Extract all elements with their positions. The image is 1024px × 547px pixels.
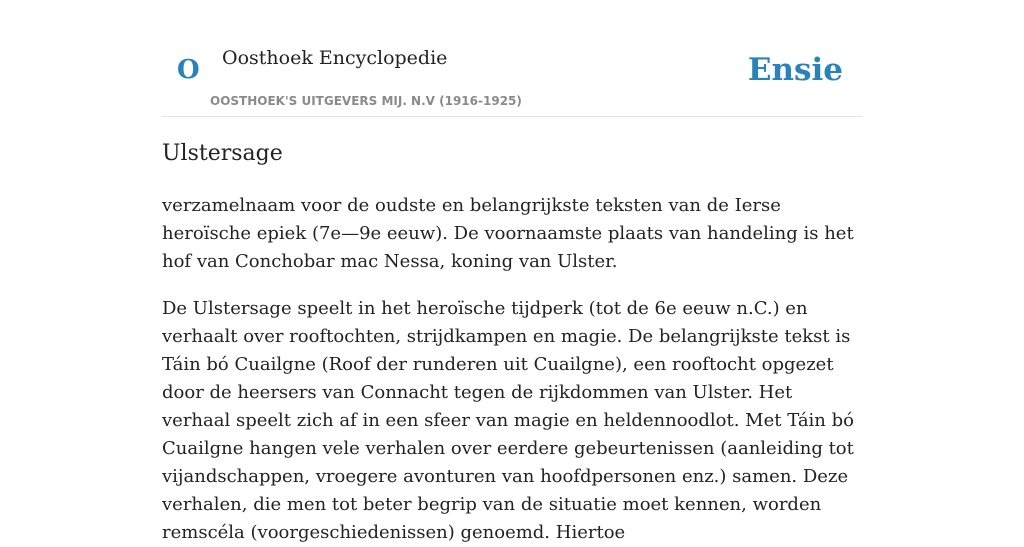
article-title: Ulstersage xyxy=(162,141,283,166)
article-paragraph: De Ulstersage speelt in het heroïsche tijdperk (tot de 6e eeuw n.C.) en verhaalt over rooftochten, strijdkampen en magie. De belangrijkste tekst is Táin bó Cuailgne (Roof der runderen uit Cuailgne), een rooftocht opgezet door de heersers van Connacht tegen de rijkdommen van Ulster. Het verhaal speelt zich af in een sfeer van magie en heldennoodlot. Met Táin bó Cuailgne hangen vele verhalen over eerdere gebeurtenissen (aanleiding tot vijandschappen, vroegere avonturen van hoofdpersonen enz.) samen. Deze verhalen, die men tot beter begrip van de situatie moet kennen, worden remscéla (voorgeschiedenissen) genoemd. Hiertoe xyxy=(162,298,854,543)
brand-link[interactable]: Ensie xyxy=(747,52,843,88)
article-paragraph: verzamelnaam voor de oudste en belangrijkste teksten van de Ierse heroïsche epiek (7e—9e eeuw). De voornaamste plaats van handeling is het hof van Conchobar mac Nessa, koning van Ulster. xyxy=(162,195,854,272)
site-logo[interactable]: O xyxy=(177,55,200,85)
site-subtitle: OOSTHOEK'S UITGEVERS MIJ. N.V (1916-1925) xyxy=(210,94,522,108)
site-title[interactable]: Oosthoek Encyclopedie xyxy=(222,47,448,69)
article xyxy=(162,138,862,547)
site-header xyxy=(162,0,862,117)
